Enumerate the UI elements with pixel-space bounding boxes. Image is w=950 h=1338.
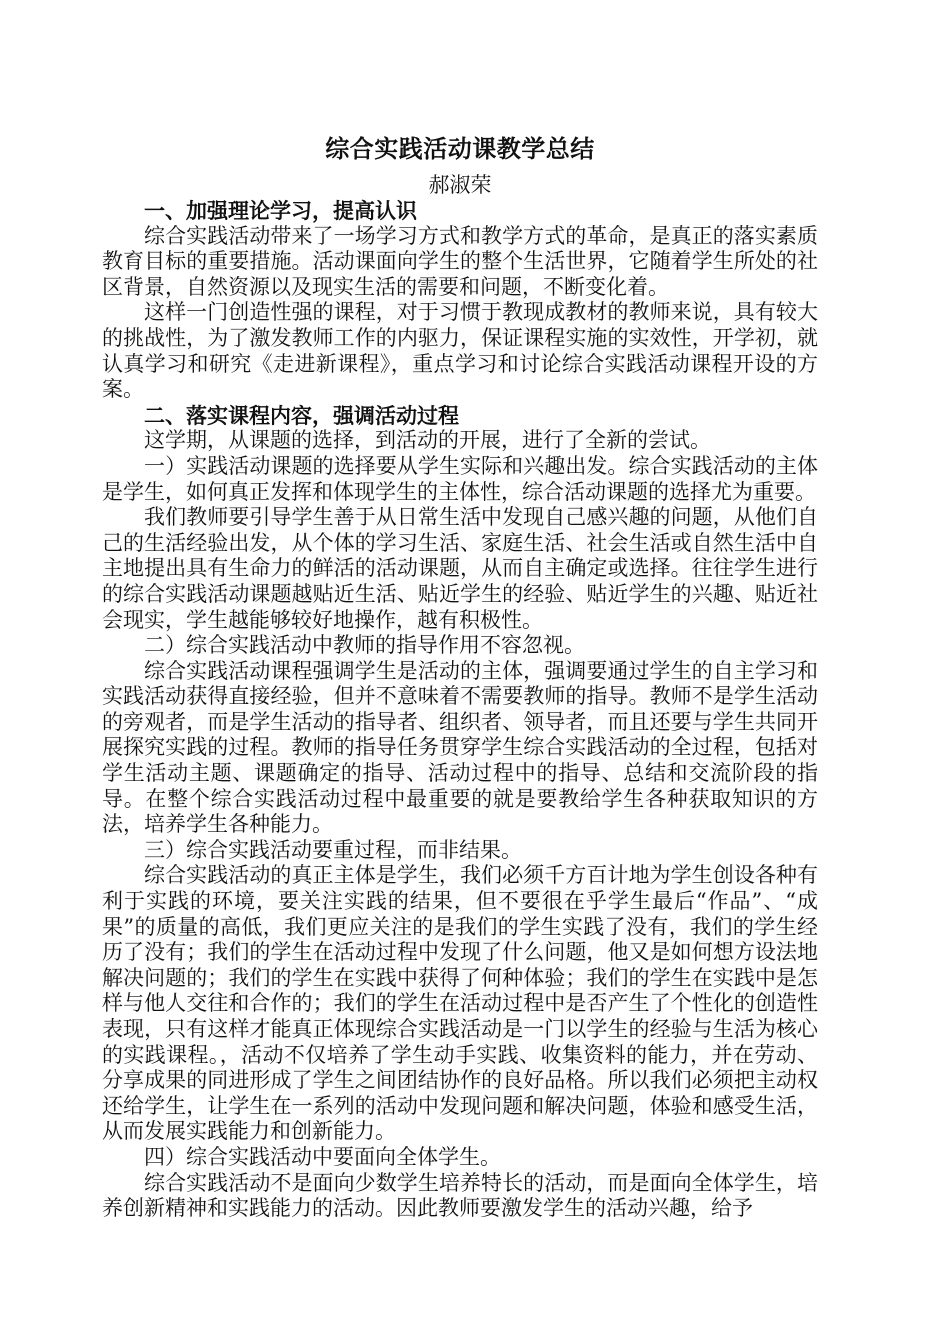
subsection-heading: 三）综合实践活动要重过程，而非结果。 <box>144 837 522 862</box>
paragraph: 一）实践活动课题的选择要从学生实际和兴趣出发。综合实践活动的主体是学生，如何真正发挥和体现学生的主体性，综合活动课题的选择尤为重要。 <box>102 453 818 504</box>
document-title: 综合实践活动课教学总结 <box>325 134 595 163</box>
section-heading-1: 一、加强理论学习，提高认识 <box>144 198 417 223</box>
document-page <box>102 134 818 1222</box>
subsection-heading: 四）综合实践活动中要面向全体学生。 <box>144 1144 501 1169</box>
paragraph: 综合实践活动的真正主体是学生，我们必须千方百计地为学生创设各种有利于实践的环境，要关注实践的结果，但不要很在乎学生最后“作品”、“成果”的质量的高低，我们更应关注的是我们的学生实践了没有，我们的学生经历了没有；我们的学生在活动过程中发现了什么问题，他又是如何想方设法地解决问题的；我们的学生在实践中获得了何种体验；我们的学生在实践中是怎样与他人交往和合作的；我们的学生在活动过程中是否产生了个性化的创造性表现，只有这样才能真正体现综合实践活动是一门以学生的经验与生活为核心的实践课程。，活动不仅培养了学生动手实践、收集资料的能力，并在劳动、分享成果的同进形成了学生之间团结协作的良好品格。所以我们必须把主动权还给学生，让学生在一系列的活动中发现问题和解决问题，体验和感受生活，从而发展实践能力和创新能力。 <box>102 863 818 1144</box>
paragraph: 这学期，从课题的选择，到活动的开展，进行了全新的尝试。 <box>144 428 711 453</box>
section-heading-2: 二、落实课程内容，强调活动过程 <box>144 402 459 428</box>
paragraph: 我们教师要引导学生善于从日常生活中发现自己感兴趣的问题，从他们自己的生活经验出发，从个体的学习生活、家庭生活、社会生活或自然生活中自主地提出具有生命力的鲜活的活动课题，从而自主确定或选择。往往学生进行的综合实践活动课题越贴近生活、贴近学生的经验、贴近学生的兴趣、贴近社会现实，学生越能够较好地操作，越有积极性。 <box>102 505 818 632</box>
paragraph: 综合实践活动带来了一场学习方式和教学方式的革命，是真正的落实素质教育目标的重要措施。活动课面向学生的整个生活世界，它随着学生所处的社区背景，自然资源以及现实生活的需要和问题，不断变化着。 <box>102 223 818 299</box>
subsection-heading: 二）综合实践活动中教师的指导作用不容忽视。 <box>144 633 585 658</box>
paragraph: 综合实践活动不是面向少数学生培养特长的活动，而是面向全体学生，培养创新精神和实践能力的活动。因此教师要激发学生的活动兴趣，给予 <box>102 1170 818 1221</box>
document-author: 郝淑荣 <box>428 173 492 197</box>
paragraph: 这样一门创造性强的课程，对于习惯于教现成教材的教师来说，具有较大的挑战性，为了激发教师工作的内驱力，保证课程实施的实效性，开学初，就认真学习和研究《走进新课程》，重点学习和讨论综合实践活动课程开设的方案。 <box>102 300 818 402</box>
paragraph: 综合实践活动课程强调学生是活动的主体，强调要通过学生的自主学习和实践活动获得直接经验，但并不意味着不需要教师的指导。教师不是学生活动的旁观者，而是学生活动的指导者、组织者、领导者，而且还要与学生共同开展探究实践的过程。教师的指导任务贯穿学生综合实践活动的全过程，包括对学生活动主题、课题确定的指导、活动过程中的指导、总结和交流阶段的指导。在整个综合实践活动过程中最重要的就是要教给学生各种获取知识的方法，培养学生各种能力。 <box>102 658 818 837</box>
